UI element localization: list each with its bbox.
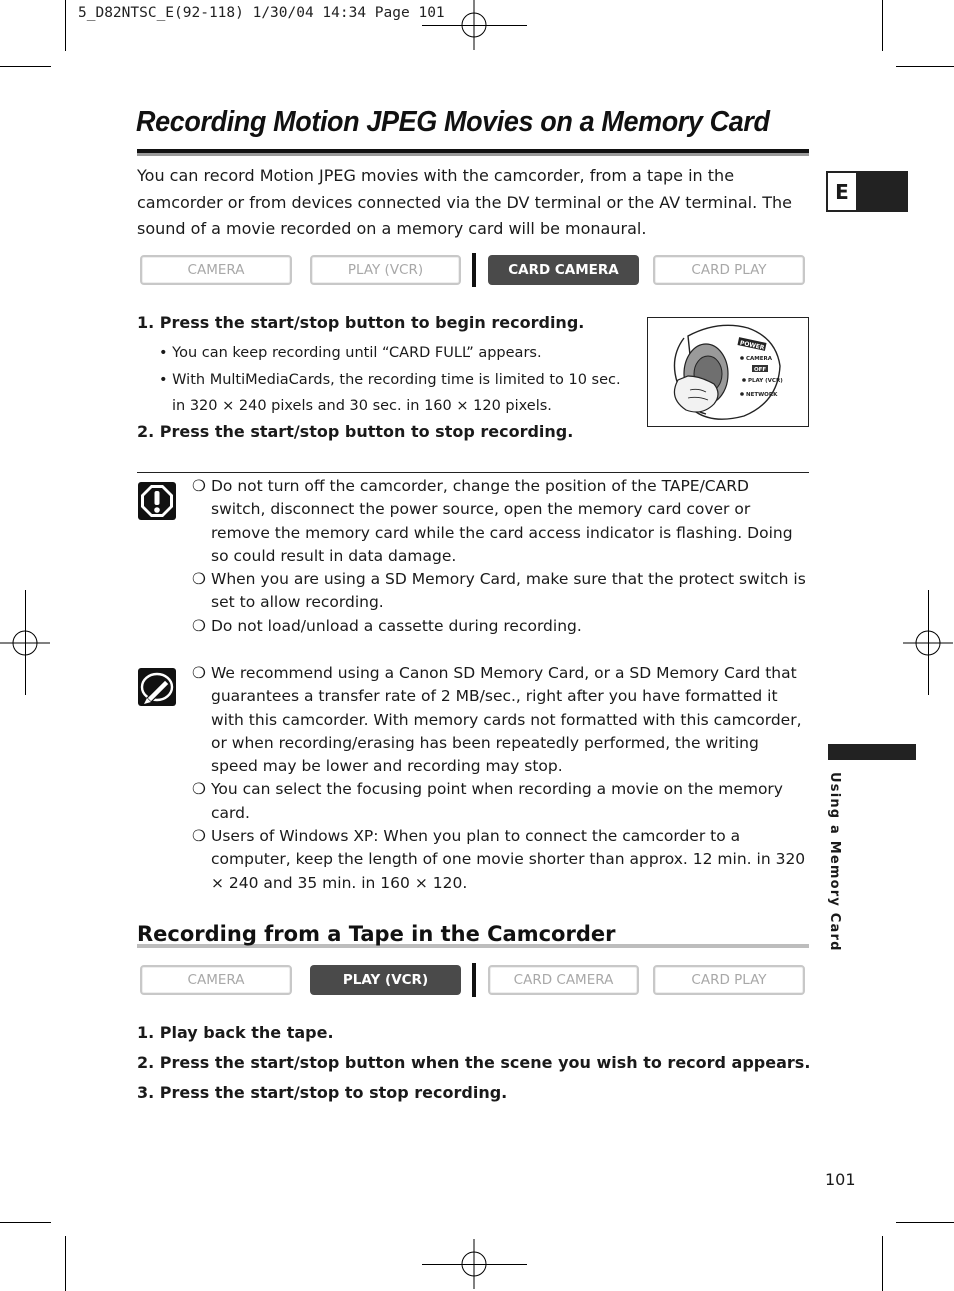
- intro-paragraph: You can record Motion JPEG movies with the camcorder, from a tape in the camcorder or from devices connected via the DV terminal or the AV terminal. The sound of a movie recorded on a memory card will be monaural.: [137, 166, 793, 238]
- ring-bullet-icon: ❍: [192, 664, 206, 682]
- section-heading: Recording from a Tape in the Camcorder: [137, 922, 616, 946]
- mode-camera: CAMERA: [140, 255, 292, 285]
- tip-2: ❍ You can select the focusing point when recording a movie on the memory card.: [192, 780, 783, 822]
- caution-notes: [192, 475, 808, 638]
- step-3: 3. Press the start/stop to stop recording.: [137, 1083, 508, 1102]
- mode-play-vcr: PLAY (VCR): [310, 965, 461, 995]
- mode-card-camera: CARD CAMERA: [488, 965, 639, 995]
- ring-bullet-icon: ❍: [192, 570, 206, 589]
- mode-play-vcr: PLAY (VCR): [310, 255, 461, 285]
- dial-label-camera: CAMERA: [746, 356, 773, 362]
- side-tab-bar: [828, 744, 916, 760]
- mode-divider: [472, 253, 476, 287]
- step-1: 1. Press the start/stop button to begin recording.: [137, 313, 585, 332]
- bullet-1: • You can keep recording until “CARD FULL” appears.: [159, 345, 542, 361]
- page-title: Recording Motion JPEG Movies on a Memory Card: [136, 106, 770, 138]
- tip-1: ❍ We recommend using a Canon SD Memory Card, or a SD Memory Card that guarantees a transfer rate of 2 MB/sec., right after you have formatted it with this camcorder. With memory cards not formatted with this camcorder, or when recording/erasing has been repeatedly performed, the writing speed may be lower and recording may stop.: [192, 664, 802, 776]
- tip-3: ❍ Users of Windows XP: When you plan to connect the camcorder to a computer, keep the length of one movie shorter than approx. 12 min. in 320 × 240 and 35 min. in 160 × 120.: [192, 827, 806, 892]
- language-tab-letter: E: [828, 173, 856, 210]
- bullet-2-cont: in 320 × 240 pixels and 30 sec. in 160 × 120 pixels.: [172, 398, 552, 414]
- mode-card-play: CARD PLAY: [653, 965, 805, 995]
- caution-icon: [138, 482, 176, 520]
- dial-label-play: PLAY (VCR): [748, 378, 783, 384]
- step-1: 1. Play back the tape.: [137, 1023, 334, 1042]
- tips-notes: [192, 662, 808, 895]
- step-2: 2. Press the start/stop button to stop recording.: [137, 422, 574, 441]
- mode-camera: CAMERA: [140, 965, 292, 995]
- step-2: 2. Press the start/stop button when the scene you wish to record appears.: [137, 1053, 811, 1072]
- power-dial-illustration: [647, 317, 809, 427]
- ring-bullet-icon: ❍: [192, 780, 206, 799]
- ring-bullet-icon: ❍: [192, 477, 206, 495]
- side-section-label: Using a Memory Card: [827, 772, 842, 952]
- dial-label-off: OFF: [754, 367, 767, 373]
- page-number: 101: [825, 1170, 856, 1189]
- title-rule-shadow: [137, 153, 809, 156]
- printer-slug: 5_D82NTSC_E(92-118) 1/30/04 14:34 Page 101: [78, 5, 445, 21]
- ring-bullet-icon: ❍: [192, 616, 206, 635]
- mode-divider: [472, 963, 476, 997]
- dial-label-network: NETWORK: [746, 392, 778, 398]
- caution-note-3: ❍ Do not load/unload a cassette during recording.: [192, 615, 808, 638]
- mode-card-camera: CARD CAMERA: [488, 255, 639, 285]
- mode-card-play: CARD PLAY: [653, 255, 805, 285]
- dial-label-power: POWER: [739, 339, 765, 352]
- notes-rule: [137, 472, 809, 473]
- caution-note-1: ❍ Do not turn off the camcorder, change the position of the TAPE/CARD switch, disconnect the power source, open the memory card cover or remove the memory card while the card access indicator is flashing. Doing so could result in data damage.: [192, 477, 793, 565]
- note-pencil-icon: [138, 668, 176, 706]
- bullet-2: • With MultiMediaCards, the recording time is limited to 10 sec.: [159, 372, 621, 388]
- ring-bullet-icon: ❍: [192, 827, 206, 846]
- caution-note-2: ❍ When you are using a SD Memory Card, make sure that the protect switch is set to allow recording.: [192, 570, 806, 612]
